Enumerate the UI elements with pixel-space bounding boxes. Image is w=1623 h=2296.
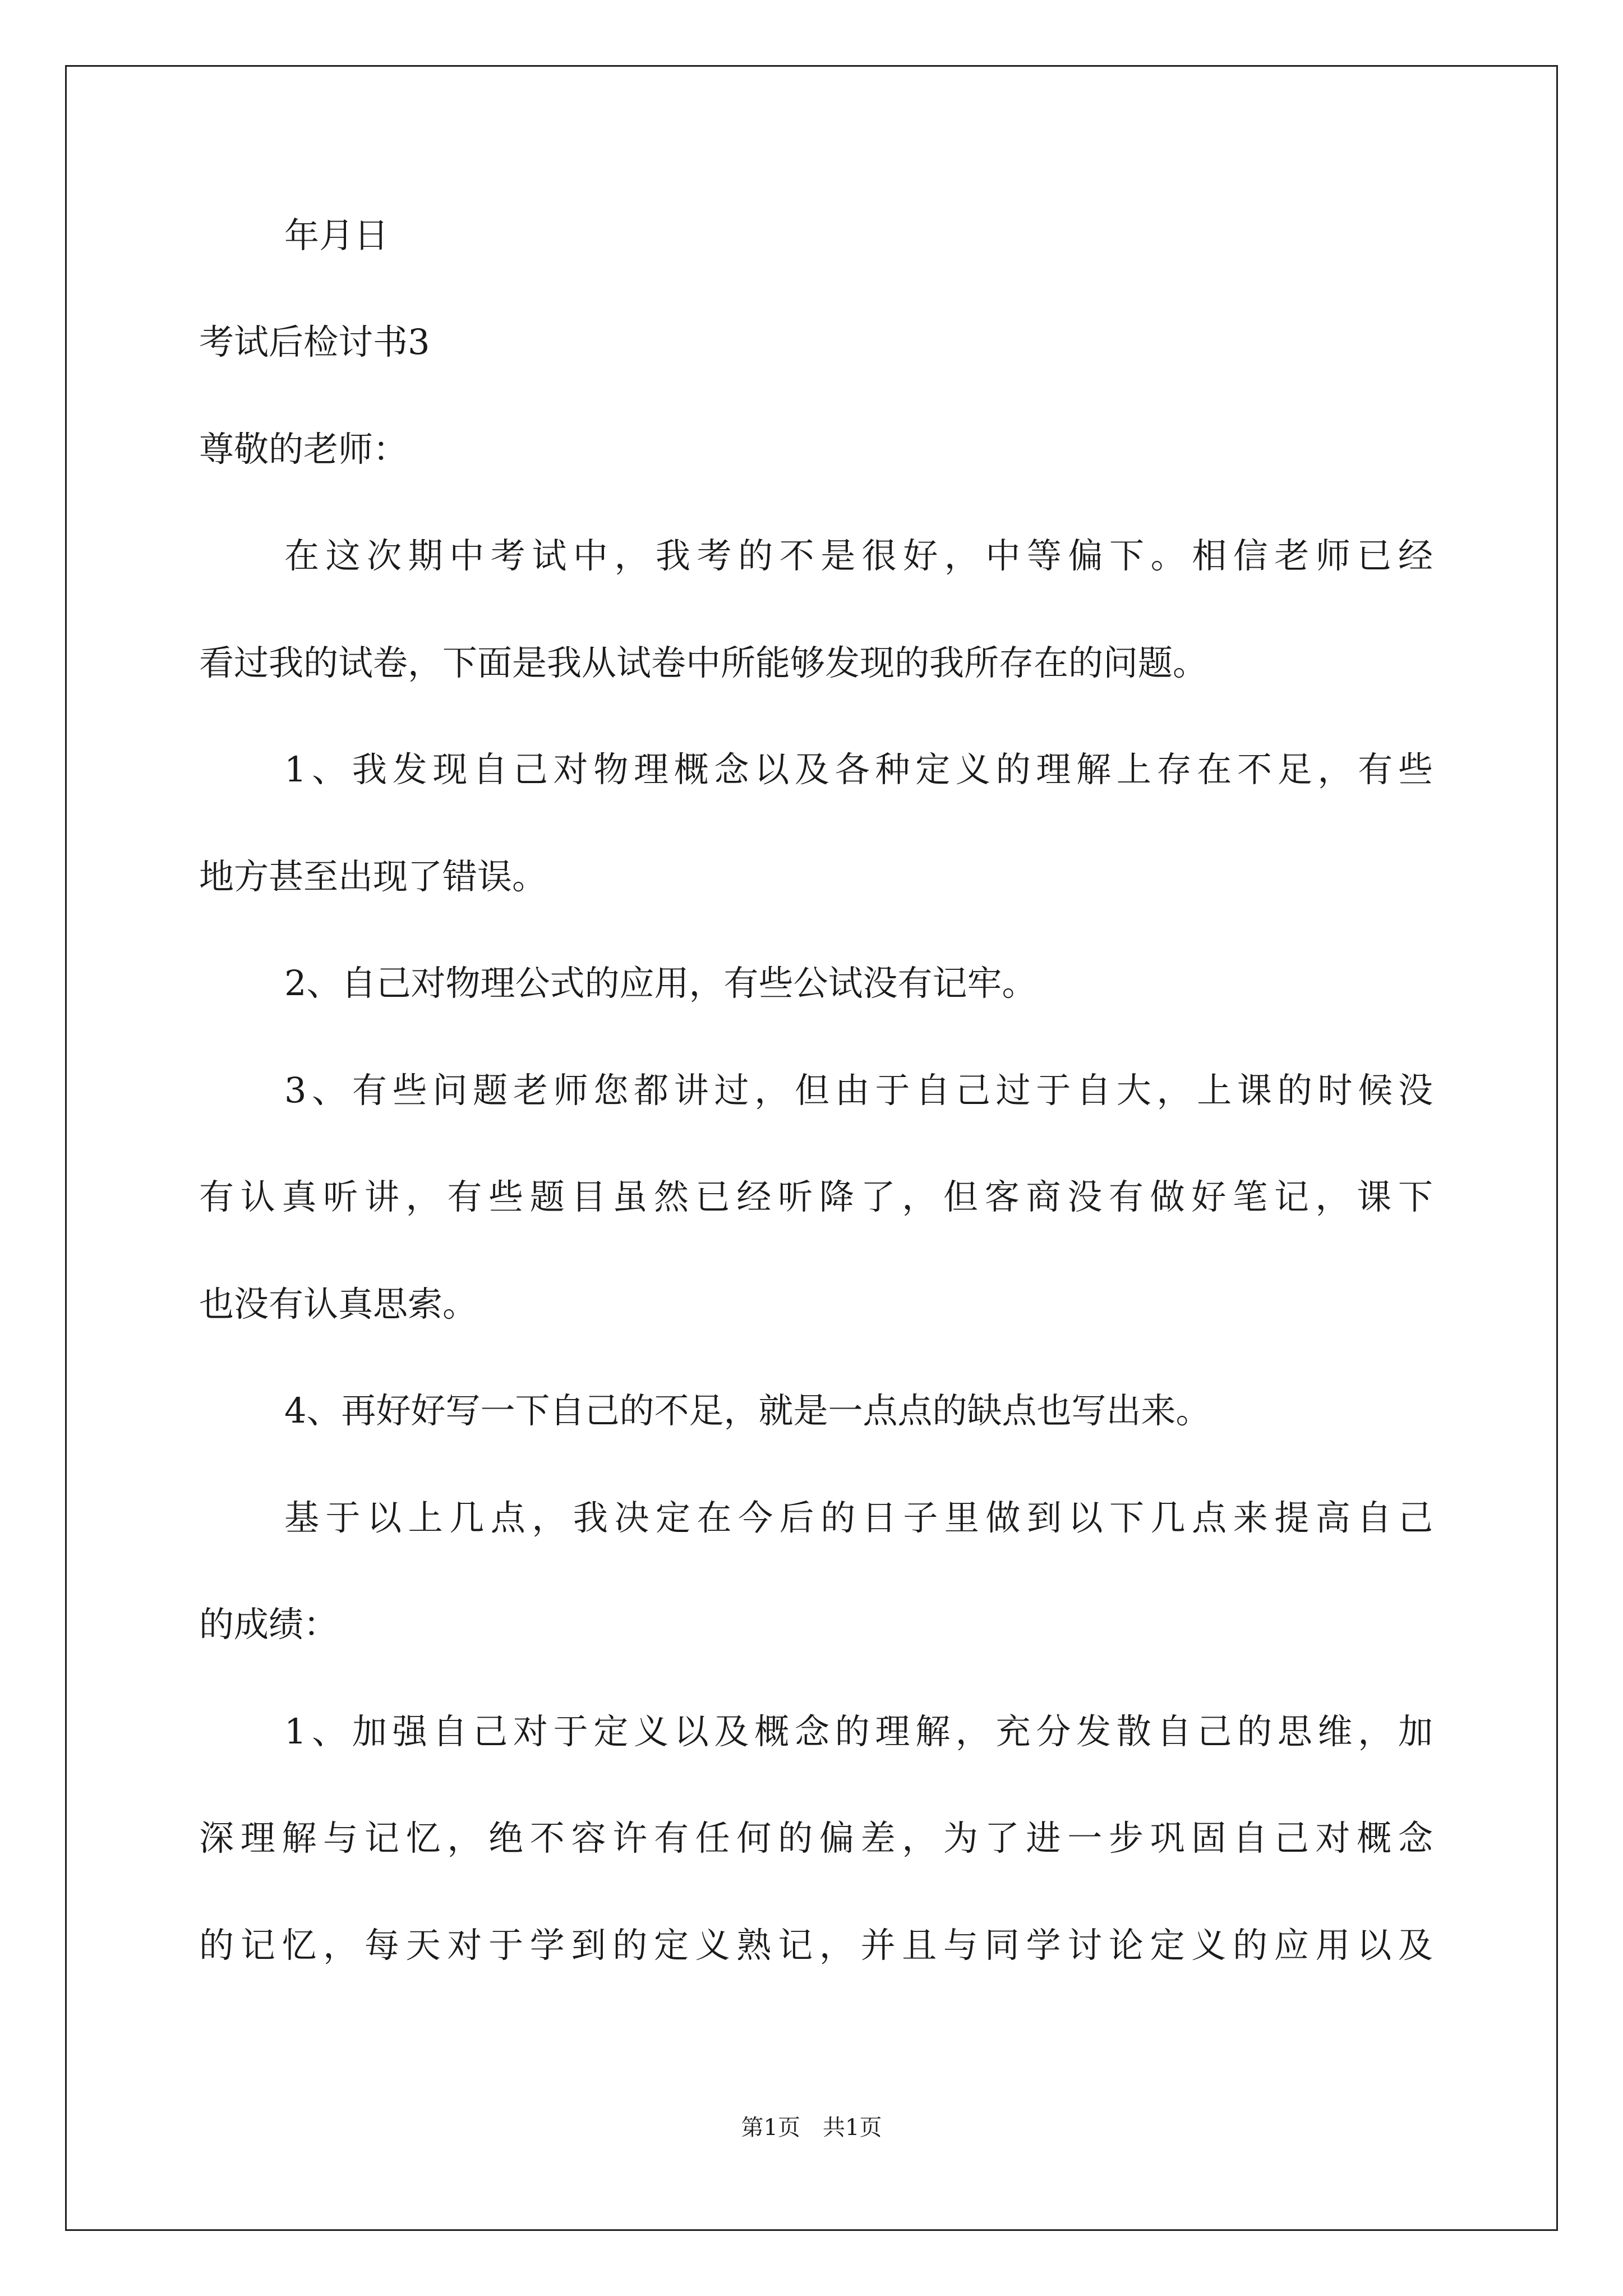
page-frame <box>65 65 1558 2231</box>
paragraph-line: 的成绩： <box>199 1604 339 1645</box>
paragraph-line: 在这次期中考试中，我考的不是很好，中等偏下。相信老师已经 <box>284 535 1433 576</box>
paragraph-line: 地方甚至出现了错误。 <box>199 856 547 897</box>
paragraph-line: 3、有些问题老师您都讲过，但由于自己过于自大，上课的时候没 <box>284 1070 1433 1111</box>
paragraph-line: 2、自己对物理公式的应用，有些公试没有记牢。 <box>284 963 1037 1004</box>
paragraph-line: 的记忆，每天对于学到的定义熟记，并且与同学讨论定义的应用以及 <box>199 1925 1433 1966</box>
paragraph-line: 1、加强自己对于定义以及概念的理解，充分发散自己的思维，加 <box>284 1711 1433 1752</box>
salutation: 尊敬的老师： <box>199 429 408 470</box>
paragraph-line: 基于以上几点，我决定在今后的日子里做到以下几点来提高自己 <box>284 1497 1433 1538</box>
date-line: 年月日 <box>284 215 389 256</box>
paragraph-line: 1、我发现自己对物理概念以及各种定义的理解上存在不足，有些 <box>284 749 1433 790</box>
paragraph-line: 有认真听讲，有些题目虽然已经听降了，但客商没有做好笔记，课下 <box>199 1176 1433 1217</box>
document-title: 考试后检讨书3 <box>199 321 430 362</box>
paragraph-line: 看过我的试卷，下面是我从试卷中所能够发现的我所存在的问题。 <box>199 642 1208 683</box>
paragraph-line: 深理解与记忆，绝不容许有任何的偏差，为了进一步巩固自己对概念 <box>199 1818 1433 1858</box>
page-number-footer: 第1页 共1页 <box>741 2115 882 2141</box>
paragraph-line: 也没有认真思索。 <box>199 1283 478 1324</box>
paragraph-line: 4、再好好写一下自己的不足，就是一点点的缺点也写出来。 <box>284 1390 1211 1431</box>
